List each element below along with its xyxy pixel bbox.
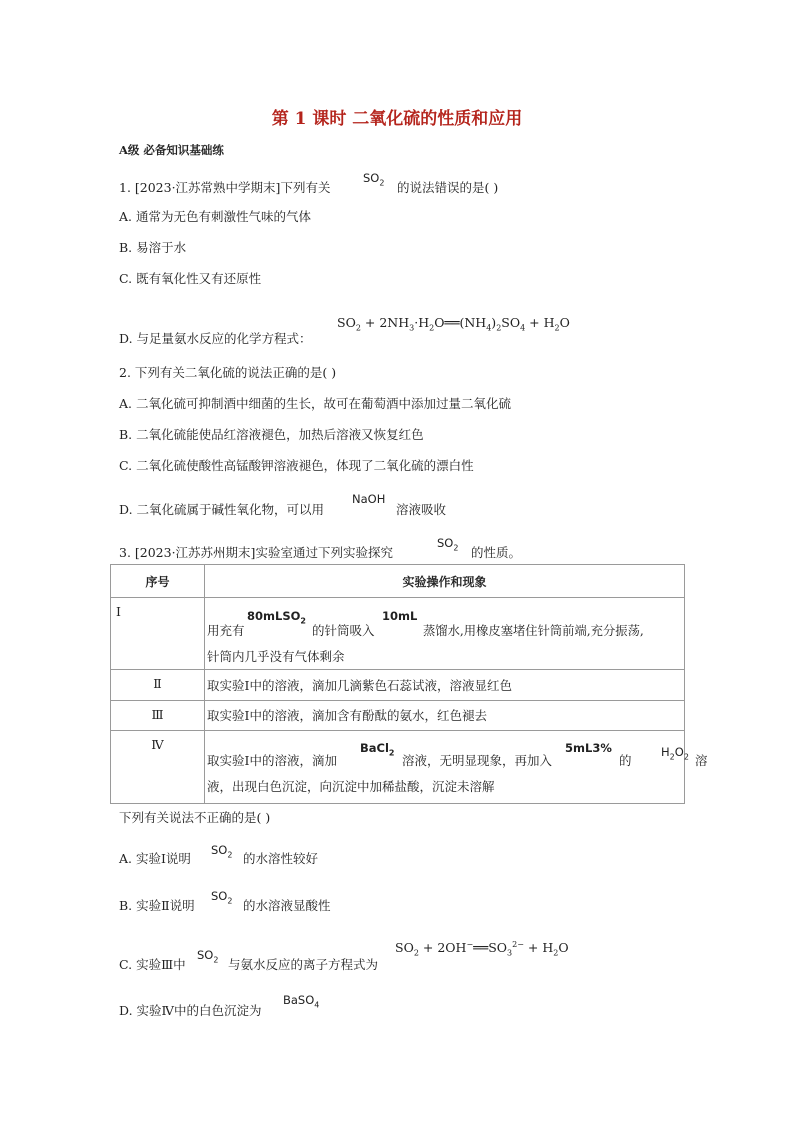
row-formula-5ml-3pct: 5mL3%	[565, 741, 612, 755]
row-formula-bacl2: BaCl$_2$	[360, 741, 395, 758]
row-number: Ⅳ	[151, 737, 164, 752]
row-procedure: 用充有 80mLSO$_2$ 的针筒吸入 10mL 蒸馏水,用橡皮塞堵住针筒前端,充分振荡, 针筒内几乎没有气体剩余	[205, 598, 685, 670]
q2-option-d-end: 溶液吸收	[396, 502, 447, 517]
q3-so2-formula: $SO_2$	[437, 536, 459, 553]
q3-option-c-end: 与氨水反应的离子方程式为	[228, 957, 379, 972]
q1-d-equation: $SO_2$ + $2NH_3\cdot H_2O══(NH_4)_2SO_4 + H_2O$	[337, 315, 570, 333]
q2-naoh-formula: NaOH	[352, 492, 386, 506]
q3-d-baso4-formula: BaSO$_4$	[283, 993, 320, 1010]
q3-option-a-end: 的水溶性较好	[243, 851, 319, 866]
q1-so2-formula: $SO_2$	[363, 171, 385, 188]
q3-a-so2-formula: $SO_2$	[211, 843, 233, 860]
row-formula-10ml: 10mL	[382, 609, 418, 623]
question-3-prompt: 下列有关说法不正确的是( )	[119, 810, 271, 825]
row-number: Ⅲ	[151, 707, 164, 722]
q3-c-ionic-equation: $SO_2$ + $2OH^-══SO_3^{2-} + H_2O$	[395, 939, 569, 958]
table-header-row	[111, 565, 685, 598]
page-title: 第 1 课时 二氧化硫的性质和应用	[271, 109, 523, 129]
q3-option-b: B. 实验Ⅱ说明	[119, 898, 195, 913]
section-heading: A级 必备知识基础练	[119, 143, 224, 157]
q1-option-c: C. 既有氧化性又有还原性	[119, 271, 262, 286]
row-procedure: 取实验Ⅰ中的溶液，滴加几滴紫色石蕊试液，溶液显红色	[205, 670, 685, 701]
question-3-stem: 3. [2023·江苏苏州期末]实验室通过下列实验探究	[119, 545, 393, 560]
column-header-number: 序号	[111, 565, 205, 598]
q3-option-c: C. 实验Ⅲ中	[119, 957, 186, 972]
row-formula-80ml-so2: 80mLSO$_2$	[247, 609, 306, 626]
question-1-stem-end: 的说法错误的是( )	[397, 180, 499, 195]
q3-option-b-end: 的水溶液显酸性	[243, 898, 331, 913]
q1-option-b: B. 易溶于水	[119, 240, 187, 255]
q1-option-a: A. 通常为无色有刺激性气味的气体	[119, 209, 311, 224]
row-number: Ⅰ	[116, 604, 121, 619]
column-header-procedure: 实验操作和现象	[205, 565, 685, 598]
row-number: Ⅱ	[153, 676, 162, 691]
table-row	[111, 598, 685, 670]
question-2-stem: 2. 下列有关二氧化硫的说法正确的是( )	[119, 365, 337, 380]
row-formula-h2o2: $H_2O_2$	[661, 745, 689, 762]
question-1-stem: 1. [2023·江苏常熟中学期末]下列有关	[119, 180, 331, 195]
q2-option-b: B. 二氧化硫能使品红溶液褪色，加热后溶液又恢复红色	[119, 427, 424, 442]
table-row	[111, 731, 685, 804]
q3-option-a: A. 实验Ⅰ说明	[119, 851, 191, 866]
row-procedure: 取实验Ⅰ中的溶液，滴加含有酚酞的氨水，红色褪去	[205, 701, 685, 731]
table-row	[111, 670, 685, 701]
q2-option-a: A. 二氧化硫可抑制酒中细菌的生长，故可在葡萄酒中添加过量二氧化硫	[119, 396, 511, 411]
q2-option-c: C. 二氧化硫使酸性高锰酸钾溶液褪色，体现了二氧化硫的漂白性	[119, 458, 474, 473]
question-3-stem-end: 的性质。	[471, 545, 522, 560]
q2-option-d: D. 二氧化硫属于碱性氧化物，可以用	[119, 502, 325, 517]
q1-option-d: D. 与足量氨水反应的化学方程式：	[119, 331, 312, 346]
row-procedure: 取实验Ⅰ中的溶液，滴加 BaCl$_2$ 溶液，无明显现象，再加入 5mL3% 的 $H_2O_2$ 溶 液，出现白色沉淀，向沉淀中加稀盐酸，沉淀未溶解	[205, 731, 685, 804]
table-row	[111, 701, 685, 731]
q3-b-so2-formula: $SO_2$	[211, 889, 233, 906]
q3-option-d: D. 实验Ⅳ中的白色沉淀为	[119, 1003, 262, 1018]
q3-c-so2-formula: $SO_2$	[197, 948, 219, 965]
experiment-table	[110, 564, 708, 804]
